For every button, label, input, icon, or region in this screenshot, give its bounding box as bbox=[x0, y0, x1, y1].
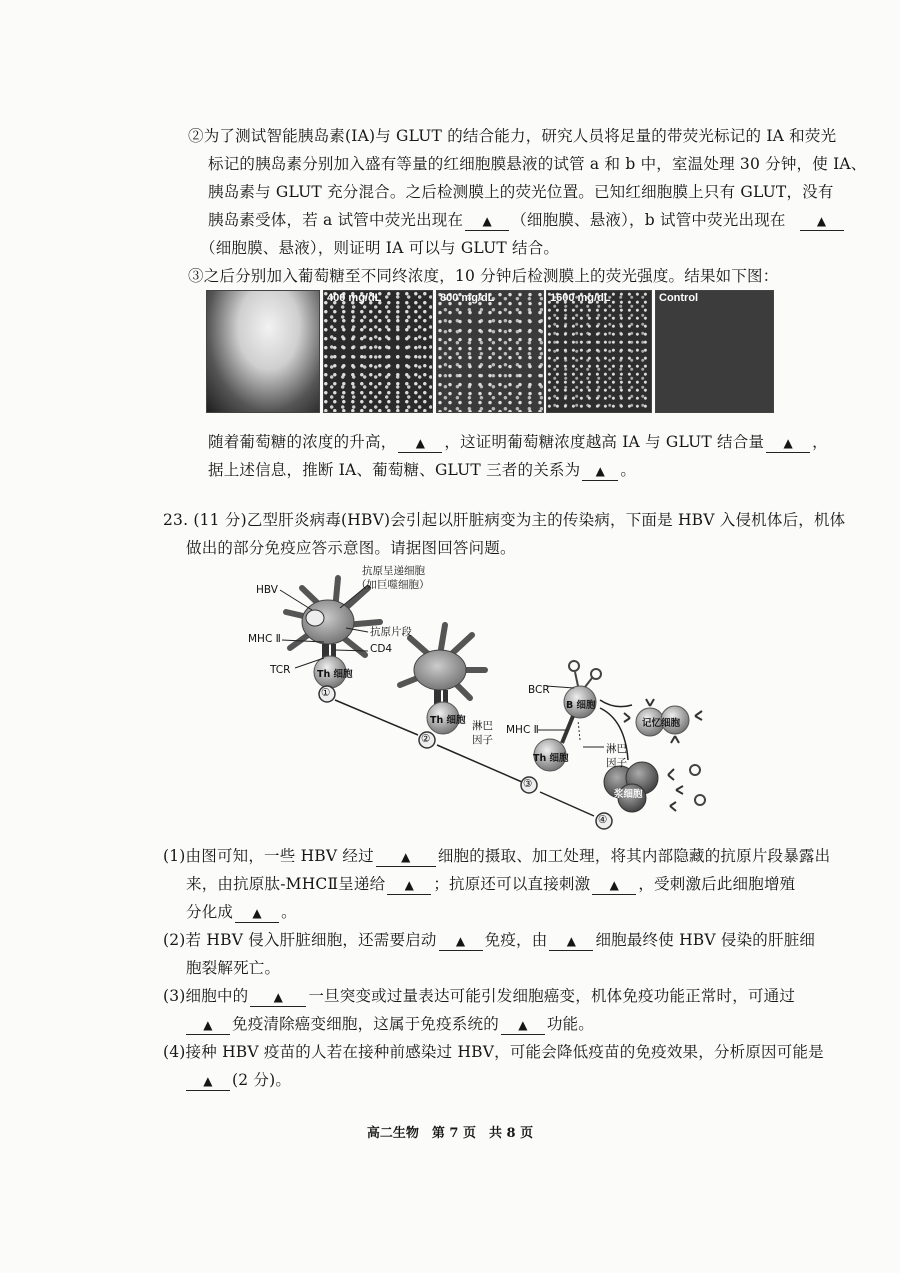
answer-blank[interactable]: ▲ bbox=[250, 987, 306, 1007]
text-line: 随着葡萄糖的浓度的升高， ▲ ，这证明葡萄糖浓度越高 IA 与 GLUT 结合量 ▲ ， bbox=[208, 433, 828, 451]
label-lymphokine: 因子 bbox=[472, 734, 493, 746]
fluorescence-panel-400: 400 mg/dL bbox=[323, 290, 433, 413]
answer-blank[interactable]: ▲ bbox=[439, 931, 483, 951]
text-line: 据上述信息，推断 IA、葡萄糖、GLUT 三者的关系为 ▲ 。 bbox=[208, 461, 637, 479]
fluorescence-panel-1600: 1600 mg/dL bbox=[546, 290, 652, 413]
text-line: （细胞膜、悬液），则证明 IA 可以与 GLUT 结合。 bbox=[200, 239, 560, 257]
question-1: 分化成 ▲ 。 bbox=[186, 903, 297, 921]
hbv-particle-icon bbox=[569, 661, 601, 687]
fluorescence-panel-control: Control bbox=[655, 290, 774, 413]
answer-blank[interactable]: ▲ bbox=[582, 461, 618, 481]
label-antigen-fragment: 抗原片段 bbox=[370, 626, 412, 638]
step-4: ④ bbox=[598, 814, 608, 826]
answer-blank[interactable]: ▲ bbox=[766, 433, 810, 453]
question-23-stem: 23. (11 分)乙型肝炎病毒(HBV)会引起以肝脏病变为主的传染病，下面是 HBV 入侵机体后，机体 bbox=[163, 511, 846, 529]
fluorescence-panel-800: 800 mg/dL bbox=[436, 290, 544, 413]
label-lymphokine: 淋巴 bbox=[472, 720, 493, 732]
answer-blank[interactable]: ▲ bbox=[800, 211, 844, 231]
answer-blank[interactable]: ▲ bbox=[549, 931, 593, 951]
label-apc: 抗原呈递细胞 bbox=[362, 565, 425, 577]
label-mhc2: MHC Ⅱ bbox=[506, 724, 539, 736]
step-2: ② bbox=[421, 733, 431, 745]
label-apc-note: （如巨噬细胞） bbox=[356, 579, 430, 591]
text-line bbox=[208, 210, 846, 231]
text-line: ②为了测试智能胰岛素(IA)与 GLUT 的结合能力，研究人员将足量的带荧光标记的 IA 和荧光 bbox=[188, 127, 837, 145]
answer-blank[interactable]: ▲ bbox=[398, 433, 442, 453]
arrow bbox=[600, 700, 632, 707]
label-cd4: CD4 bbox=[370, 643, 393, 655]
answer-blank[interactable]: ▲ bbox=[592, 875, 636, 895]
answer-blank[interactable]: ▲ bbox=[186, 1071, 230, 1091]
question-3: ▲ 免疫清除癌变细胞，这属于免疫系统的 ▲ 功能。 bbox=[184, 1014, 594, 1035]
text-line: ③之后分别加入葡萄糖至不同终浓度，10 分钟后检测膜上的荧光强度。结果如下图： bbox=[188, 267, 779, 285]
step-1: ① bbox=[321, 687, 331, 699]
text: （细胞膜、悬液），b 试管中荧光出现在 bbox=[511, 211, 786, 229]
label-th-cell: Th 细胞 bbox=[317, 669, 353, 680]
text: 胰岛素受体，若 a 试管中荧光出现在 bbox=[208, 211, 464, 229]
question-4: ▲ (2 分)。 bbox=[184, 1070, 291, 1091]
fluorescence-panel-1 bbox=[206, 290, 320, 413]
question-1: (1)由图可知，一些 HBV 经过 ▲ 细胞的摄取、加工处理，将其内部隐藏的抗原片段暴露出 bbox=[163, 847, 831, 865]
immune-response-diagram bbox=[240, 560, 740, 830]
label-th-cell: Th 细胞 bbox=[430, 715, 466, 726]
answer-blank[interactable]: ▲ bbox=[186, 1015, 230, 1035]
answer-blank[interactable]: ▲ bbox=[376, 847, 436, 867]
answer-blank[interactable]: ▲ bbox=[465, 211, 509, 231]
label-b-cell: B 细胞 bbox=[566, 700, 596, 711]
label-lymphokine: 因子 bbox=[606, 757, 627, 769]
question-2: 胞裂解死亡。 bbox=[186, 959, 281, 977]
label-plasma-cell: 浆细胞 bbox=[614, 789, 643, 800]
answer-blank[interactable]: ▲ bbox=[387, 875, 431, 895]
answer-blank[interactable]: ▲ bbox=[501, 1015, 545, 1035]
question-2: (2)若 HBV 侵入肝脏细胞，还需要启动 ▲ 免疫，由 ▲ 细胞最终使 HBV 侵染的肝脏细 bbox=[163, 931, 816, 949]
label-hbv: HBV bbox=[256, 584, 278, 596]
page-footer: 高二生物 第 7 页 共 8 页 bbox=[366, 1126, 534, 1141]
label-memory-cell: 记忆细胞 bbox=[642, 718, 681, 729]
label-lymphokine: 淋巴 bbox=[606, 743, 627, 755]
question-1: 来，由抗原肽-MHCⅡ呈递给 ▲ ；抗原还可以直接刺激 ▲ ，受刺激后此细胞增殖 bbox=[186, 875, 796, 893]
label-tcr: TCR bbox=[270, 664, 291, 676]
label-th-cell: Th 细胞 bbox=[533, 753, 569, 764]
label-mhc2: MHC Ⅱ bbox=[248, 633, 281, 645]
text-line: 胰岛素与 GLUT 充分混合。之后检测膜上的荧光位置。已知红细胞膜上只有 GLUT，没有 bbox=[208, 183, 834, 201]
question-23-stem: 做出的部分免疫应答示意图。请据图回答问题。 bbox=[186, 539, 516, 557]
step-3: ③ bbox=[523, 778, 533, 790]
text-line: 标记的胰岛素分别加入盛有等量的红细胞膜悬液的试管 a 和 b 中，室温处理 30 分钟，使 IA、 bbox=[208, 155, 867, 173]
question-4: (4)接种 HBV 疫苗的人若在接种前感染过 HBV，可能会降低疫苗的免疫效果，分析原因可能是 bbox=[163, 1043, 824, 1061]
answer-blank[interactable]: ▲ bbox=[235, 903, 279, 923]
question-3: (3)细胞中的 ▲ 一旦突变或过量表达可能引发细胞癌变，机体免疫功能正常时，可通过 bbox=[163, 987, 796, 1005]
label-bcr: BCR bbox=[528, 684, 550, 696]
